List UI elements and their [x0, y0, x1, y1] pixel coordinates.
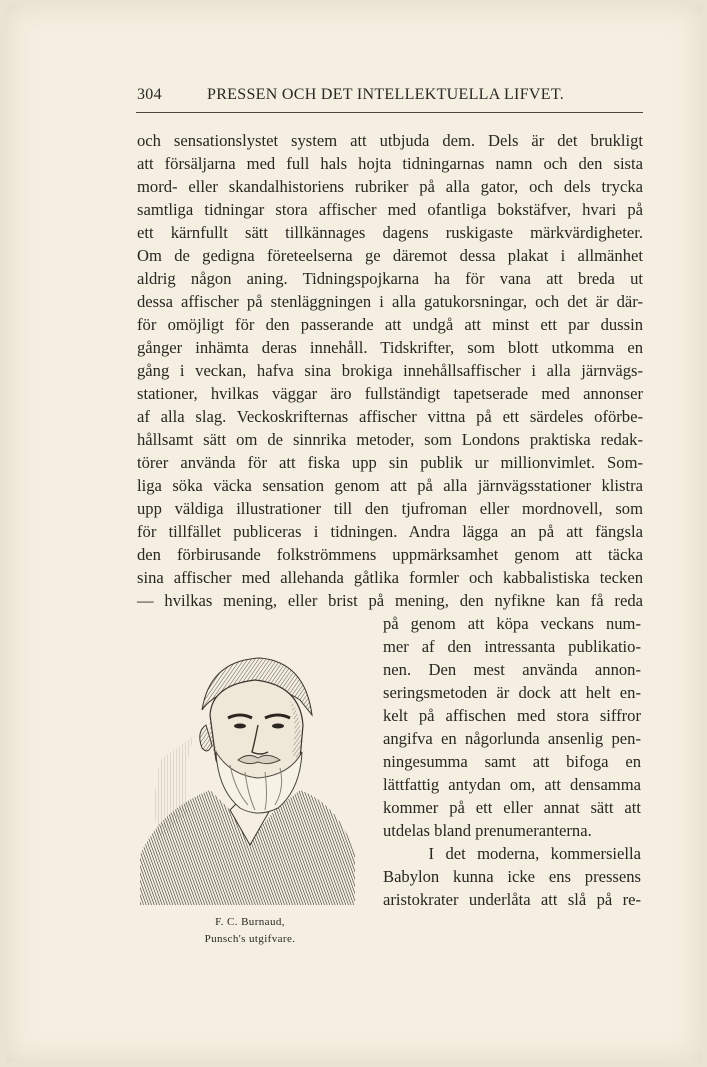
- text-line: den förbirusande folkströmmens uppmärksamhet genom att täcka: [137, 545, 643, 564]
- text-line: lättfattig antydan om, att densamma: [383, 775, 641, 794]
- text-line: mord- eller skandalhistoriens rubriker på alla gator, och dels trycka: [137, 177, 643, 196]
- text-line: gånger inhämta deras innehåll. Tidskrifter, som blott utkomma en: [137, 338, 643, 357]
- text-line: och sensationslystet system att utbjuda dem. Dels är det brukligt: [137, 131, 643, 150]
- text-line: ningesumma samt att bifoga en: [383, 752, 641, 771]
- text-line: stationer, hvilkas väggar äro fullständigt tapetserade med annonser: [137, 384, 643, 403]
- text-line: seringsmetoden är dock att helt en-: [383, 683, 641, 702]
- text-line: nen. Den mest använda annon-: [383, 660, 641, 679]
- running-header: [137, 86, 642, 108]
- text-line: — hvilkas mening, eller brist på mening, den nyfikne kan få reda: [137, 591, 643, 610]
- page-number: 304: [137, 86, 162, 103]
- text-line: upp väldiga illustrationer till den tjufroman eller mordnovell, som: [137, 499, 643, 518]
- text-line: sina affischer med allehanda gåtlika formler och kabbalistiska tecken: [137, 568, 643, 587]
- text-line: liga söka väcka sensation genom att på alla järnvägsstationer klistra: [137, 476, 643, 495]
- portrait-engraving: [140, 640, 360, 910]
- text-line: att försäljarna med full hals hojta tidningarnas namn och den sista: [137, 154, 643, 173]
- figure-caption-name: F. C. Burnaud,: [215, 916, 285, 928]
- text-line: törer använda för att fiska upp sin publik ur millionvimlet. Som-: [137, 453, 643, 472]
- text-line: I det moderna, kommersiella: [383, 844, 641, 863]
- header-rule: [136, 112, 643, 113]
- running-title: PRESSEN OCH DET INTELLEKTUELLA LIFVET.: [207, 86, 565, 103]
- text-line: för tillfället publiceras i tidningen. Andra lägga an på att fängsla: [137, 522, 643, 541]
- text-line: för omöjligt för den passerande att undgå att minst ett par dussin: [137, 315, 643, 334]
- text-line: Babylon kunna icke ens pressens: [383, 867, 641, 886]
- text-line: gång i veckan, hafva sina brokiga innehållsaffischer i alla järnvägs-: [137, 361, 643, 380]
- figure-caption-role: Punsch's utgifvare.: [204, 933, 296, 945]
- text-line: på genom att köpa veckans num-: [383, 614, 641, 633]
- text-line: utdelas bland prenumeranterna.: [383, 821, 592, 840]
- text-line: kommer på ett eller annat sätt att: [383, 798, 641, 817]
- text-line: ett kärnfullt sätt tillkännages dagens ruskigaste märkvärdigheter.: [137, 223, 643, 242]
- text-line: angifva en någorlunda ansenlig pen-: [383, 729, 641, 748]
- text-line: af alla slag. Veckoskrifternas affischer vittna på ett särdeles oförbe-: [137, 407, 643, 426]
- text-line: mer af den intressanta publikatio-: [383, 637, 641, 656]
- text-line: kelt på affischen med stora siffror: [383, 706, 641, 725]
- text-line: dessa affischer på stenläggningen i alla gatukorsningar, och det är där-: [137, 292, 643, 311]
- text-line: aristokrater underlåta att slå på re-: [383, 890, 641, 909]
- text-line: Om de gedigna företeelserna ge däremot dessa plakat i allmänhet: [137, 246, 643, 265]
- text-line: samtliga tidningar stora affischer med ofantliga bokstäfver, hvari på: [137, 200, 643, 219]
- text-line: hållsamt sätt om de sinnrika metoder, som Londons praktiska redak-: [137, 430, 643, 449]
- text-line: aldrig någon aning. Tidningspojkarna ha för vana att breda ut: [137, 269, 643, 288]
